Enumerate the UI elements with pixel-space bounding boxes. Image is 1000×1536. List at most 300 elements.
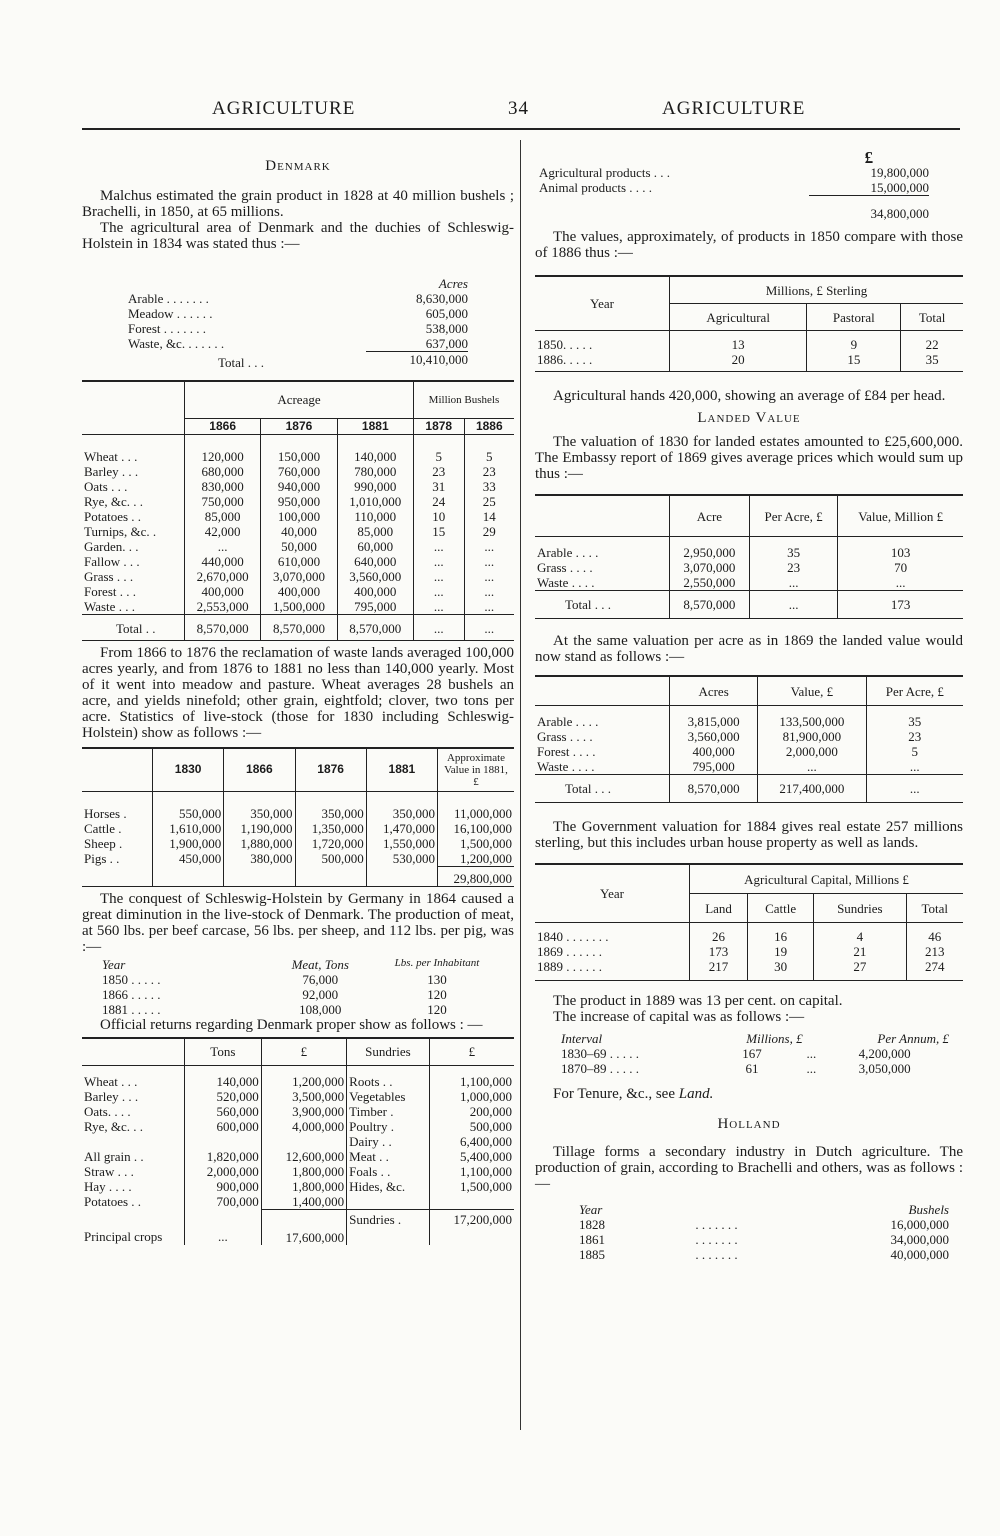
table-cell: 600,000 (185, 1119, 262, 1134)
table-cell (224, 866, 295, 886)
table-cell: 1885 (579, 1247, 605, 1262)
table-cell: 17,200,000 (429, 1209, 514, 1245)
table-row (82, 1089, 514, 1104)
table-cell: 1828 (579, 1217, 605, 1232)
table-cell: 15 (413, 524, 464, 539)
table-row (102, 987, 482, 1002)
table-row (535, 706, 963, 730)
table-header-row (82, 1038, 514, 1066)
table-cell (82, 1134, 185, 1149)
table-cell (295, 866, 366, 886)
table-cell: 4 (814, 923, 906, 945)
grain-table (579, 1202, 949, 1262)
table-cell (295, 791, 366, 806)
table-cell: 1,200,000 (460, 850, 512, 866)
table-cell (185, 1134, 262, 1149)
total-row (82, 614, 514, 640)
table-cell: 24 (413, 494, 464, 509)
table-row (82, 524, 514, 539)
paragraph: At the same valuation per acre as in 1869 the landed value would now stand as follows :— (535, 633, 963, 665)
table-cell: 1,010,000 (337, 494, 413, 509)
table-cell (429, 1065, 514, 1074)
table-cell: Arable . . . . (535, 706, 670, 730)
table-row (102, 1002, 482, 1017)
table-row (82, 1119, 514, 1134)
values-table (535, 275, 963, 372)
table-cell: Arable . . . . . . . (128, 291, 209, 306)
table-cell: 85,000 (337, 524, 413, 539)
table-cell: Total . . . (535, 591, 670, 619)
left-column (82, 150, 514, 1245)
table-cell: 85,000 (204, 508, 241, 524)
table-row (82, 836, 514, 851)
table-cell: ... (413, 599, 464, 615)
table-row (535, 729, 963, 744)
table-cell: Millions, £ (746, 1031, 803, 1046)
crops-table (82, 380, 514, 641)
table-cell: Arable . . . . (535, 537, 670, 561)
table-cell: 950,000 (261, 494, 337, 509)
table-header-row (128, 276, 468, 291)
table-header-cell: 1878 (413, 418, 464, 434)
table-cell: ... (749, 575, 837, 591)
table-header-cell: Total (918, 309, 946, 325)
table-header-cell: Acres (670, 676, 758, 706)
table-cell: 30 (748, 959, 814, 981)
table-header-cell: Per Acre, £ (749, 495, 837, 537)
table-header-row (82, 748, 514, 792)
table-header-cell: Agricultural (670, 304, 807, 331)
table-row (82, 1104, 514, 1119)
table-cell: 1,900,000 (153, 836, 224, 851)
table-header-row (579, 1202, 949, 1217)
table-cell: 5,400,000 (460, 1148, 512, 1164)
table-cell: 1,350,000 (295, 821, 366, 836)
table-header-cell: Year (535, 864, 690, 923)
table-cell: 50,000 (261, 539, 337, 554)
table-cell: 16,000,000 (890, 1217, 949, 1232)
table-header-row (561, 1031, 949, 1046)
table-cell: 350,000 (224, 806, 295, 821)
table-cell: 4,200,000 (858, 1046, 911, 1061)
paragraph: The agricultural area of Denmark and the duchies of Schleswig-Holstein in 1834 was stated thus :— (82, 220, 514, 252)
table-cell: 380,000 (224, 851, 295, 867)
table-cell: ... (413, 539, 464, 554)
table-cell: 400,000 (337, 584, 413, 599)
paragraph: From 1866 to 1876 the reclamation of waste lands averaged 100,000 acres yearly, and from 1876 to 1881 no less than 140,000 yearly. Most of it went into meadow and pasture. Wheat averages 28 bushels an acre, and yields ninefold; other grain, eightfold; clover, two tons per acre. Statistics of live-stock (those for 1830 including Schleswig-Holstein) show as follows :— (82, 644, 514, 741)
table-row (535, 575, 963, 591)
table-cell: Year (579, 1202, 603, 1217)
table-row (82, 1134, 514, 1149)
table-cell: Total . . . (218, 354, 265, 370)
table-cell: 1,100,000 (460, 1073, 512, 1089)
table-row (82, 569, 514, 584)
table-cell: 21 (814, 944, 906, 959)
table-cell: Grass . . . (82, 569, 185, 584)
table-cell: 3,560,000 (670, 729, 758, 744)
table-cell (261, 1134, 346, 1149)
pound-symbol: £ (864, 148, 874, 167)
table-cell: 8,570,000 (670, 591, 750, 619)
table-cell: 1,500,000 (261, 599, 337, 615)
table-cell: ... (464, 599, 514, 615)
livestock-table (82, 747, 514, 887)
table-cell: 440,000 (201, 553, 244, 569)
products-table (539, 150, 929, 221)
table-cell (803, 1031, 821, 1046)
table-cell (82, 1038, 185, 1066)
table-cell: 1,880,000 (224, 836, 295, 851)
table-cell: 1,400,000 (261, 1194, 346, 1210)
tenure-reference: For Tenure, &c., see Land. (553, 1086, 714, 1102)
table-header-row (82, 381, 514, 419)
table-header-cell: Agricultural Capital, Millions £ (690, 864, 964, 894)
table-header-row (535, 495, 963, 537)
table-row (561, 1061, 949, 1076)
table-cell: 795,000 (670, 759, 758, 775)
unit-label: Acres (438, 276, 468, 291)
table-cell: All grain . . (82, 1149, 185, 1164)
table-cell (464, 434, 514, 449)
table-cell: Horses . (82, 806, 153, 821)
table-cell: 1,550,000 (366, 836, 437, 851)
table-cell: 26 (690, 923, 748, 945)
table-header-row (535, 676, 963, 706)
table-cell: ... (464, 539, 514, 554)
table-cell: 42,000 (204, 523, 241, 539)
table-cell: 81,900,000 (758, 729, 866, 744)
table-cell: Wheat . . . (82, 449, 185, 464)
table-header-row (539, 150, 929, 165)
table-header-cell: 1876 (295, 748, 366, 792)
table-cell: ... (413, 554, 464, 569)
table-cell: 130 (427, 971, 447, 987)
paragraph: Malchus estimated the grain product in 1828 at 40 million bushels ; Brachelli, in 1850, at 65 millions. (82, 188, 514, 220)
table-row (128, 306, 468, 321)
table-cell: ... (806, 1046, 817, 1061)
table-cell: ... (749, 591, 837, 619)
table-cell: 700,000 (185, 1194, 262, 1210)
table-cell: ... (464, 584, 514, 599)
table-cell: 637,000 (425, 336, 468, 351)
table-row (535, 560, 963, 575)
table-row (539, 165, 929, 180)
table-header-row (535, 864, 963, 894)
table-cell: 538,000 (425, 321, 468, 336)
paragraph: The Government valuation for 1884 gives real estate 257 millions sterling, but this includes urban house property as well as lands. (535, 819, 963, 851)
table-cell: 400,000 (670, 744, 758, 759)
table-cell: 530,000 (366, 851, 437, 867)
table-cell (128, 276, 366, 291)
table-row (82, 1194, 514, 1210)
total-row (535, 775, 963, 803)
table-cell: Waste . . . . (535, 759, 670, 775)
table-cell: Year (102, 956, 126, 972)
table-cell: 1850 . . . . . (102, 971, 161, 987)
table-cell: 29,800,000 (438, 866, 515, 886)
table-cell: 1,190,000 (224, 821, 295, 836)
meat-table (102, 957, 482, 1017)
table-row (82, 479, 514, 494)
interval-table (561, 1031, 949, 1076)
total-row (82, 1209, 514, 1245)
table-header-cell: Cattle (748, 894, 814, 923)
table-cell: 17,600,000 (261, 1209, 346, 1245)
table-cell: 16,100,000 (453, 820, 512, 836)
table-cell: 15,000,000 (870, 180, 929, 195)
table-cell: 680,000 (201, 463, 244, 479)
table-cell: Sheep . (82, 836, 153, 851)
table-header-cell: Per Acre, £ (885, 683, 944, 699)
table-cell (429, 1194, 514, 1210)
table-cell: Waste . . . (82, 599, 185, 615)
table-cell: 10,410,000 (366, 352, 468, 370)
table-cell (153, 866, 224, 886)
table-cell: 20 (670, 352, 807, 372)
table-cell: Waste, &c. . . . . . . (128, 336, 225, 351)
table-header-row (82, 434, 514, 449)
table-cell: Meadow . . . . . . (128, 306, 213, 321)
table-row (82, 806, 514, 821)
paragraph: Official returns regarding Denmark proper show as follows : — (100, 1016, 483, 1033)
table-cell: 27 (814, 959, 906, 981)
table-cell: 1840 . . . . . . . (535, 923, 690, 945)
table-cell: Forest . . . . . . . (128, 321, 206, 336)
right-column (535, 150, 963, 1262)
table-cell: 1,470,000 (366, 821, 437, 836)
paragraph: Tillage forms a secondary industry in Dutch agriculture. The production of grain, according to Brachelli and others, was as follows :— (535, 1144, 963, 1192)
table-cell: 120 (427, 986, 447, 1002)
table-cell: 23 (749, 560, 837, 575)
table-cell: 2,000,000 (185, 1164, 262, 1179)
table-cell: 2,550,000 (670, 575, 750, 591)
table-cell: 274 (925, 959, 945, 974)
section-title-denmark: Denmark (265, 158, 331, 174)
table-cell: 120 (427, 1001, 447, 1017)
table-cell: ... (217, 538, 228, 554)
table-cell: Timber . (347, 1104, 430, 1119)
table-header-cell: Acre (670, 495, 750, 537)
table-cell: 1,100,000 (460, 1163, 512, 1179)
table-cell: 31 (413, 479, 464, 494)
table-cell: 450,000 (153, 851, 224, 867)
table-cell: ... (464, 569, 514, 584)
table-row (82, 554, 514, 569)
table-cell: 760,000 (261, 464, 337, 479)
table-cell: Potatoes . . (82, 509, 185, 524)
table-row (82, 1164, 514, 1179)
table-row (535, 352, 963, 372)
table-cell: Sundries . (347, 1209, 430, 1245)
table-cell (82, 748, 153, 792)
table-cell: 400,000 (201, 583, 244, 599)
table-cell (261, 1065, 346, 1074)
table-cell (438, 791, 515, 806)
table-row (82, 599, 514, 615)
table-cell: ... (413, 614, 464, 640)
paragraph: Agricultural hands 420,000, showing an average of £84 per head. (553, 388, 946, 404)
table-cell: 11,000,000 (453, 805, 512, 821)
page-number: 34 (508, 98, 529, 119)
table-cell: Roots . . (347, 1074, 430, 1089)
table-cell: Foals . . (347, 1164, 430, 1179)
table-cell: 350,000 (366, 806, 437, 821)
table-row (82, 584, 514, 599)
table-cell: 23 (413, 464, 464, 479)
table-cell: Cattle . (82, 821, 153, 836)
table-cell: 35 (925, 352, 939, 367)
table-cell: 1,610,000 (153, 821, 224, 836)
running-head-left: AGRICULTURE (212, 98, 356, 119)
table-cell: 150,000 (261, 449, 337, 464)
table-cell: 9 (807, 331, 901, 353)
table-cell: 1850. . . . . (535, 331, 670, 353)
table-cell: 35 (749, 537, 837, 561)
table-cell: 173 (690, 944, 748, 959)
table-cell: 940,000 (261, 479, 337, 494)
table-cell: Wheat . . . (82, 1074, 185, 1089)
table-cell: 8,570,000 (670, 775, 758, 803)
table-cell: Hay . . . . (82, 1179, 185, 1194)
table-cell: . . . . . . . (695, 1217, 738, 1232)
table-header-cell: £ (468, 1044, 476, 1059)
section-title-holland: Holland (717, 1116, 781, 1132)
table-row (561, 1046, 949, 1061)
table-cell: Forest . . . . (535, 744, 670, 759)
table-cell: 34,000,000 (890, 1232, 949, 1247)
table-cell: 780,000 (337, 464, 413, 479)
land-reference-link[interactable]: Land. (678, 1086, 714, 1102)
table-cell: 29 (464, 524, 514, 539)
table-cell: 76,000 (302, 971, 339, 987)
table-cell: ... (806, 1061, 817, 1076)
table-cell: Waste . . . . (535, 575, 670, 591)
paragraph: The conquest of Schleswig-Holstein by Germany in 1864 caused a great diminution in the live-stock of Denmark. The production of meat, at 560 lbs. per beef carcase, 56 lbs. per sheep, and 112 lbs. per pig, was :— (82, 890, 514, 955)
table-row (82, 1149, 514, 1164)
table-cell: Dairy . . (347, 1134, 430, 1149)
table-header-cell: Sundries (814, 894, 906, 923)
table-cell: 40,000,000 (890, 1247, 949, 1262)
total-row (539, 196, 929, 222)
table-cell: Oats . . . (82, 479, 185, 494)
table-cell: 2,670,000 (196, 568, 249, 584)
table-cell: Lbs. per Inhabitant (394, 956, 480, 969)
table-cell: Rye, &c. . . (82, 1119, 185, 1134)
table-cell: 1,800,000 (261, 1179, 346, 1194)
table-cell: 8,570,000 (337, 614, 413, 640)
table-cell: 1886. . . . . (535, 352, 670, 372)
table-cell: ... (758, 759, 866, 775)
table-cell: Forest . . . (82, 584, 185, 599)
table-header-cell: 1876 (261, 418, 337, 434)
table-cell: 12,600,000 (261, 1149, 346, 1164)
table-cell: 5 (911, 744, 919, 759)
header-rule (82, 128, 960, 130)
table-cell (337, 434, 413, 449)
table-cell: 1,500,000 (460, 1178, 512, 1194)
table-header-cell: Land (690, 894, 748, 923)
table-cell (535, 676, 670, 706)
table-cell: Per Annum, £ (877, 1031, 949, 1046)
table-cell (261, 434, 337, 449)
table-cell: 140,000 (337, 449, 413, 464)
table-cell: 3,070,000 (670, 560, 750, 575)
table-cell: Oats. . . . (82, 1104, 185, 1119)
table-cell (82, 1065, 185, 1074)
table-cell: 3,815,000 (670, 706, 758, 730)
table-row (579, 1232, 949, 1247)
table-cell: 610,000 (261, 554, 337, 569)
table-cell: 8,570,000 (261, 614, 337, 640)
table-cell: Animal products . . . . (539, 180, 653, 195)
table-row (579, 1247, 949, 1262)
table-cell: 3,050,000 (858, 1061, 911, 1076)
table-cell: 640,000 (337, 554, 413, 569)
table-cell: Fallow . . . (82, 554, 185, 569)
table-cell: 4,000,000 (261, 1119, 346, 1134)
table-header-cell: Year (535, 276, 670, 331)
table-cell: 5 (413, 449, 464, 464)
table-cell: 23 (908, 729, 922, 744)
table-cell (185, 434, 261, 449)
table-cell: Bushels (908, 1202, 949, 1217)
table-cell (413, 434, 464, 449)
table-row (128, 336, 468, 352)
table-cell: 605,000 (425, 306, 468, 321)
table-header-row (82, 1065, 514, 1074)
paragraph: The values, approximately, of products in 1850 compare with those of 1886 thus :— (535, 229, 963, 261)
table-row (82, 539, 514, 554)
table-row (82, 464, 514, 479)
table-cell: 40,000 (261, 524, 337, 539)
running-head-right: AGRICULTURE (662, 98, 806, 119)
table-cell: ... (909, 759, 920, 774)
table-cell: 120,000 (201, 448, 244, 464)
table-row (535, 944, 963, 959)
table-header-cell: Pastoral (807, 304, 901, 331)
table-header-cell: Value, £ (758, 676, 866, 706)
table-cell: 5 (464, 449, 514, 464)
section-title-landed-value: Landed Value (697, 410, 801, 426)
capital-table (535, 863, 963, 981)
table-cell: Potatoes . . (82, 1194, 185, 1210)
paragraph: The product in 1889 was 13 per cent. on capital. (553, 993, 843, 1009)
table-header-row (82, 791, 514, 806)
column-divider (520, 140, 521, 1430)
table-cell: Garden. . . (82, 539, 185, 554)
table-row (535, 537, 963, 561)
table-cell: 795,000 (337, 599, 413, 615)
table-cell: 3,900,000 (261, 1104, 346, 1119)
table-cell (82, 866, 153, 886)
table-cell: 1870–89 . . . . . (561, 1061, 639, 1076)
table-row (82, 1074, 514, 1089)
table-cell: 1866 . . . . . (102, 986, 161, 1002)
table-row (102, 972, 482, 987)
table-cell: Total . . . (535, 775, 670, 803)
table-row (535, 331, 963, 353)
table-cell: 133,500,000 (758, 706, 866, 730)
table-cell: 19,800,000 (870, 165, 929, 180)
table-cell: 167 (742, 1046, 762, 1061)
table-cell (82, 381, 185, 435)
table-cell: 1869 . . . . . . (535, 944, 690, 959)
table-header-cell: 1886 (464, 418, 514, 434)
table-cell: 1881 . . . . . (102, 1001, 161, 1017)
table-cell: Grass . . . . (535, 560, 670, 575)
table-cell: 2,000,000 (758, 744, 866, 759)
table-cell: 92,000 (302, 986, 339, 1002)
